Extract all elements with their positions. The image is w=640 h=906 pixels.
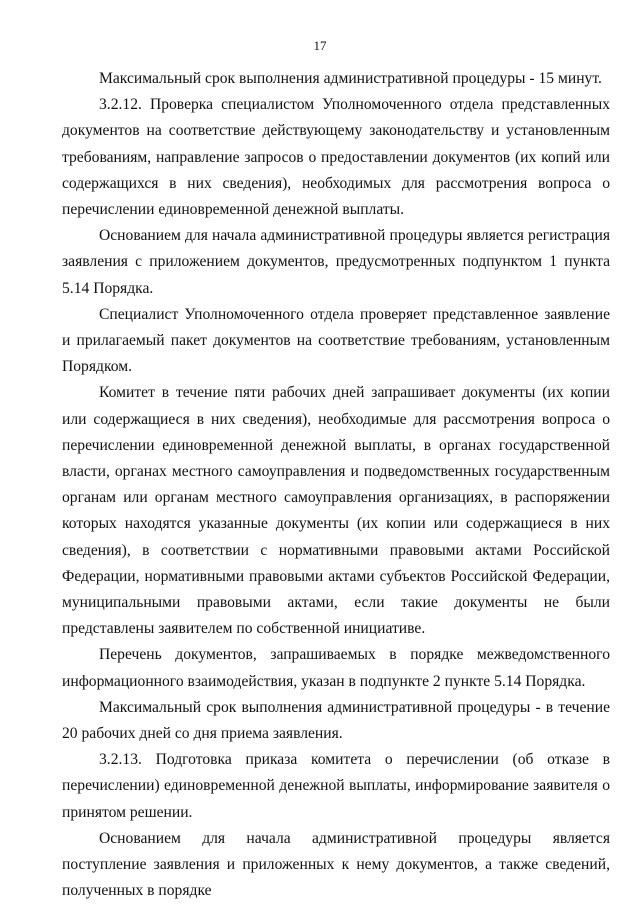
paragraph-documents-list: Перечень документов, запрашиваемых в порядке межведомственного информационного взаимодействия, указан в подпункте 2 пункте 5.14 Порядка. [62,646,610,690]
paragraph-section-3-2-13: 3.2.13. Подготовка приказа комитета о перечислении (об отказе в перечислении) единовременной денежной выплаты, информирование заявителя о принятом решении. [62,751,610,821]
paragraph-basis-receipt: Основанием для начала административной процедуры является поступление заявления и приложенных к нему документов, а также сведений, полученных в порядке [62,829,610,900]
paragraph-max-time-20-days: Максимальный срок выполнения административной процедуры - в течение 20 рабочих дней со дня приема заявления. [62,698,610,743]
page-number: 17 [313,38,327,53]
paragraph-committee-requests: Комитет в течение пяти рабочих дней запрашивает документы (их копии или содержащиеся в них сведения), необходимые для рассмотрения вопроса о перечислении единовременной денежной выплаты, в органах государственной власти, органах местного самоуправления и подведомственных государственным органам или органам местного самоуправления организациях, в распоряжении которых находятся указанные документы (их копии или содержащиеся в них сведения), в соответствии с нормативными правовыми актами Российской Федерации, нормативными правовыми актами субъектов Российской Федерации, муниципальными правовыми актами, если такие документы не были представлены заявителем по собственной инициативе. [62,384,610,638]
document-body [62,66,610,905]
paragraph-basis-registration: Основанием для начала административной процедуры является регистрация заявления с приложением документов, предусмотренных подпунктом 1 пункта 5.14 Порядка. [62,227,610,297]
paragraph-max-time-15-min: Максимальный срок выполнения административной процедуры - 15 минут. [99,70,602,87]
paragraph-section-3-2-12: 3.2.12. Проверка специалистом Уполномоченного отдела представленных документов на соответствие действующему законодательству и установленным требованиям, направление запросов о предоставлении документов (их копий или содержащихся в них сведения), необходимых для рассмотрения вопроса о перечислении единовременной денежной выплаты. [62,96,610,219]
paragraph-specialist-check: Специалист Уполномоченного отдела проверяет представленное заявление и прилагаемый пакет документов на соответствие требованиям, установленным Порядком. [62,305,610,376]
